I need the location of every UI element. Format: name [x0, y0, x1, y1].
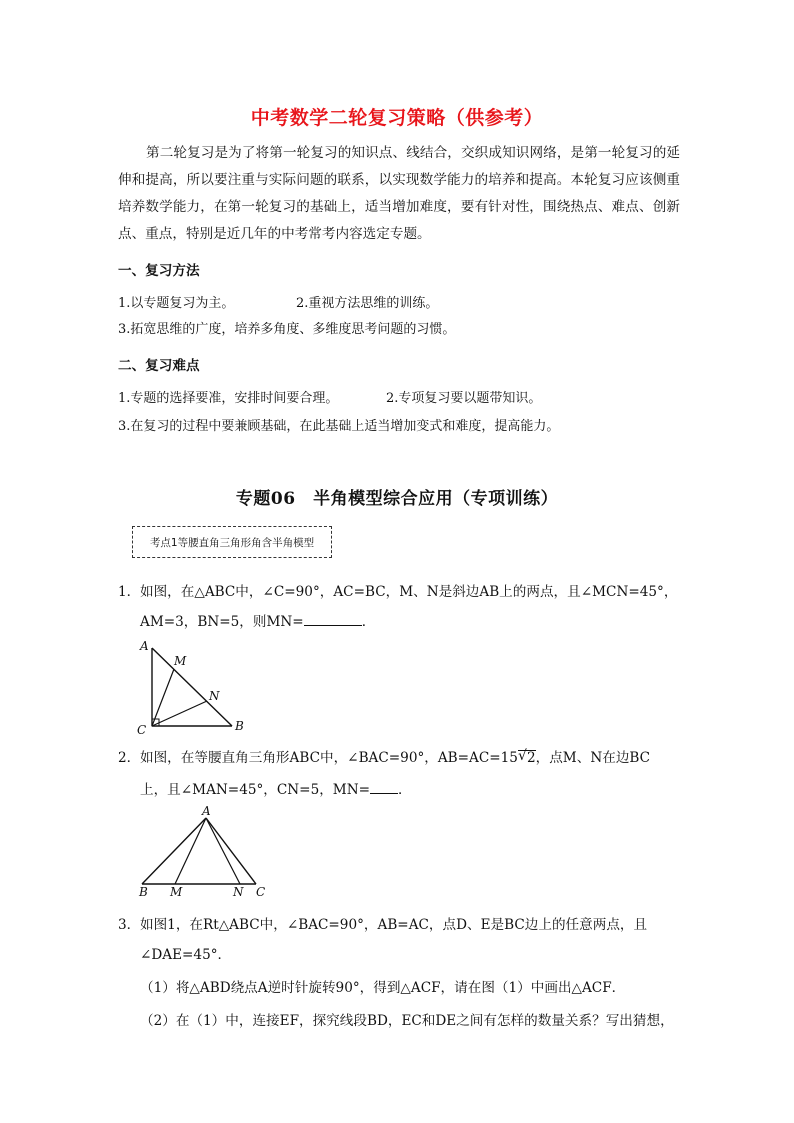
q1-line-2-end: ． — [361, 614, 376, 630]
q2-label-n: N — [233, 885, 244, 899]
q3-part-1: （1）将△ABD绕点A逆时针旋转90°，得到△ACF，请在图（1）中画出△ACF． — [140, 980, 626, 996]
q2-side-ac — [206, 818, 256, 884]
q1-line-2 — [140, 610, 375, 630]
q1-figure — [134, 638, 254, 738]
q2-line-1-end: ，点M、N在边BC — [535, 750, 651, 766]
q2-radicand: 2 — [526, 750, 536, 766]
q3-line-1: 如图1，在Rt△ABC中，∠BAC=90°，AB=AC，点D、E是BC边上的任意两点，且 — [140, 917, 648, 933]
intro-paragraph: 第二轮复习是为了将第一轮复习的知识点、线结合，交织成知识网络，是第一轮复习的延伸和提高，所以要注重与实际问题的联系，以实现数学能力的培养和提高。本轮复习应该侧重培养数学能力，在第一轮复习的基础上，适当增加难度，要有针对性，围绕热点、难点、创新点、重点，特别是近几年的中考常考内容选定专题。 — [118, 145, 680, 242]
q2-label-m: M — [170, 885, 183, 899]
topic-title: 专题06 半角模型综合应用（专项训练） — [235, 489, 559, 509]
q1-label-b: B — [235, 719, 244, 733]
q2-segment-an — [206, 818, 240, 884]
q3-part-2: （2）在（1）中，连接EF，探究线段BD，EC和DE之间有怎样的数量关系？写出猜想， — [140, 1013, 674, 1029]
q1-hypotenuse-ab — [152, 648, 232, 726]
q1-line-2-text: AM=3，BN=5，则MN= — [140, 614, 304, 630]
methods-item-2: 2.重视方法思维的训练。 — [296, 296, 439, 311]
q2-line-2 — [140, 778, 412, 798]
q2-answer-blank[interactable] — [370, 779, 398, 794]
q2-radical-sign: √ — [517, 748, 527, 764]
q1-label-c: C — [137, 723, 147, 737]
methods-item-3: 3.拓宽思维的广度，培养多角度、多维度思考问题的习惯。 — [118, 322, 456, 337]
q2-line-2-text: 上，且∠MAN=45°，CN=5，MN= — [140, 782, 371, 798]
q2-line-1-text: 如图，在等腰直角三角形ABC中，∠BAC=90°，AB=AC=15 — [140, 750, 518, 766]
q1-number: 1． — [118, 584, 141, 600]
q2-number: 2． — [118, 750, 141, 766]
methods-heading: 一、复习方法 — [118, 263, 200, 279]
q2-label-c: C — [256, 885, 266, 899]
q3-number: 3． — [118, 917, 141, 933]
difficulties-item-2: 2.专项复习要以题带知识。 — [386, 391, 542, 406]
q1-label-n: N — [209, 689, 220, 703]
q2-segment-am — [175, 818, 206, 884]
difficulties-item-3: 3.在复习的过程中要兼顾基础，在此基础上适当增加变式和难度，提高能力。 — [118, 419, 560, 434]
q2-label-a: A — [202, 804, 211, 818]
q2-sqrt — [518, 750, 536, 765]
methods-item-1: 1.以专题复习为主。 — [118, 296, 235, 311]
q2-line-2-end: ． — [398, 782, 412, 798]
q2-figure — [134, 804, 274, 900]
q1-label-m: M — [174, 654, 187, 668]
q1-line-1: 如图，在△ABC中，∠C=90°，AC=BC，M、N是斜边AB上的两点，且∠MCN=45°， — [140, 584, 678, 600]
q2-label-b: B — [139, 885, 148, 899]
q1-label-a: A — [140, 639, 149, 653]
document-title: 中考数学二轮复习策略（供参考） — [250, 107, 544, 129]
q1-answer-blank[interactable] — [304, 611, 362, 626]
topic-tag-box — [132, 526, 332, 558]
topic-tag-label: 考点1等腰直角三角形角含半角模型 — [149, 537, 315, 549]
difficulties-item-1: 1.专题的选择要准，安排时间要合理。 — [118, 391, 339, 406]
q2-side-ab — [142, 818, 206, 884]
q3-line-2: ∠DAE=45°． — [140, 947, 232, 963]
q2-line-1 — [140, 746, 650, 766]
difficulties-heading: 二、复习难点 — [118, 358, 200, 374]
